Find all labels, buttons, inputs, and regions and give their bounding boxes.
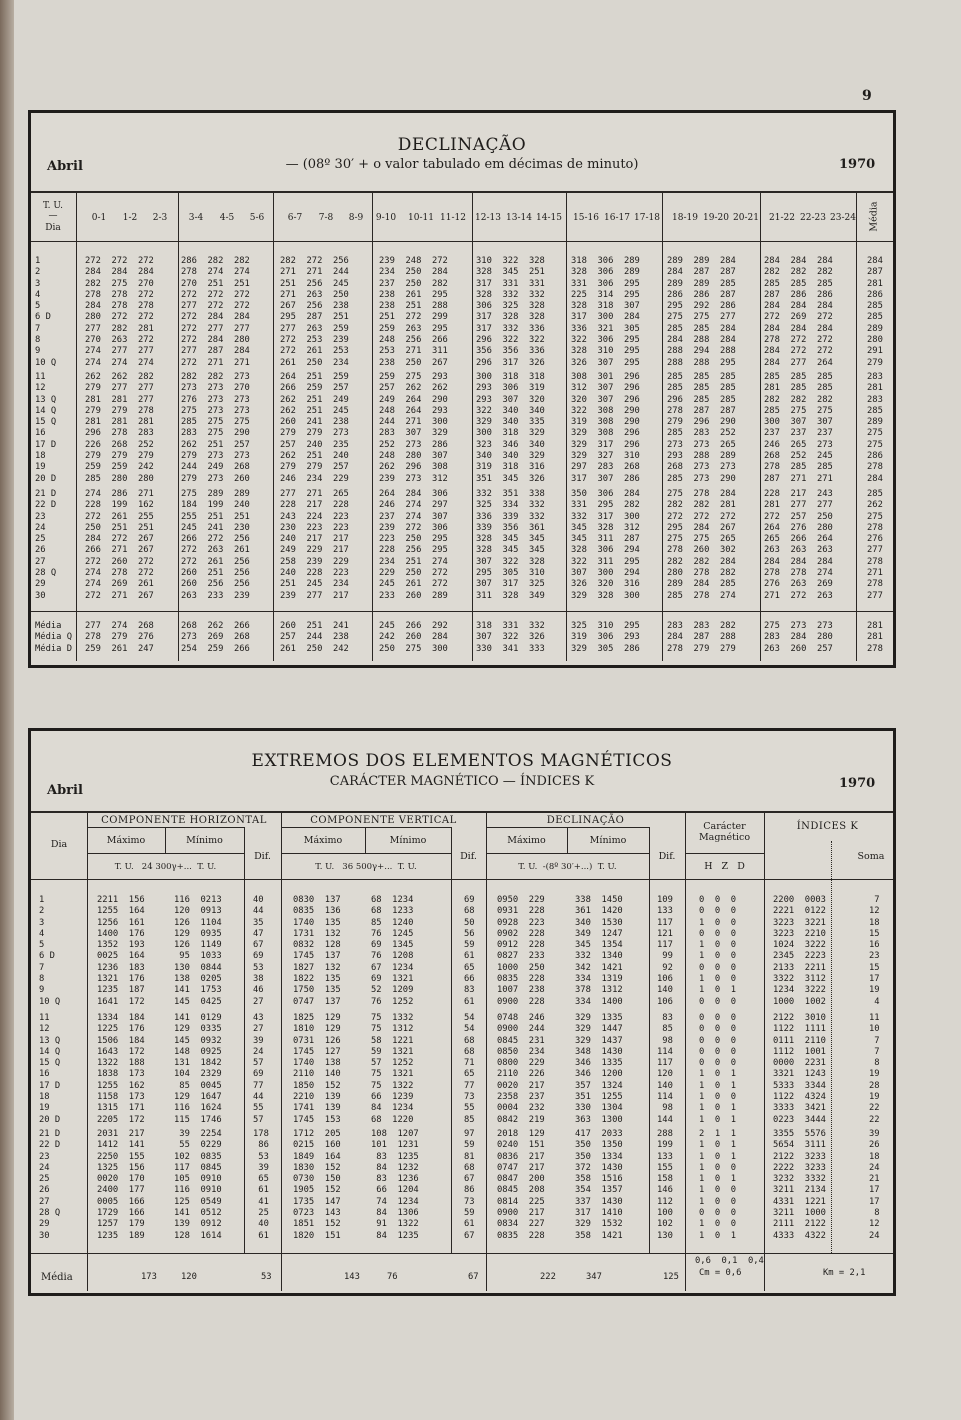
media-v-min: 76 xyxy=(387,1272,398,1282)
extremos-cell-block: 97 59 81 68 67 86 73 59 61 67 xyxy=(464,1129,475,1241)
declinacao-summary-block: 275 273 273 283 284 280 263 260 257 xyxy=(764,621,833,654)
hour-header: 2-3 xyxy=(152,213,168,223)
day-labels-group-3: 21 D 22 D 23 24 25 26 27 28 Q 29 30 xyxy=(35,489,57,601)
declinacao-cell-block: 318 306 289 328 306 289 331 306 295 225 314 295 328 318 307 317 300 284 336 321 305 322 306 295 328 310 295 326 307 295 xyxy=(571,256,640,368)
hour-header: 11-12 xyxy=(440,213,466,223)
header-rule-bottom xyxy=(31,241,893,242)
h-dia: Dia xyxy=(50,839,68,850)
hour-header: 4-5 xyxy=(219,213,235,223)
summary-labels: Média Média Q Média D xyxy=(35,621,73,654)
extremos-cell-block: 2031 217 1412 141 2250 155 1325 156 0020 170 2400 177 0005 166 1729 166 1257 179 1235 189 xyxy=(97,1129,145,1241)
h-h-min: Mínimo xyxy=(186,835,223,846)
declinacao-year: 1970 xyxy=(839,157,876,172)
header-dash: — xyxy=(48,211,58,221)
col-divider xyxy=(244,827,245,1253)
sub-rule xyxy=(486,853,649,854)
extremos-cell-block: 1334 184 1225 176 1506 184 1643 172 1322 188 1838 173 1255 162 1158 173 1315 171 2205 172 xyxy=(97,1013,145,1125)
declinacao-cell-block: 277 271 265 228 217 228 243 224 223 230 223 223 240 217 217 249 229 217 258 239 229 240 228 223 251 245 234 239 277 217 xyxy=(280,489,349,601)
declinacao-cell-block: 332 351 338 325 334 332 336 339 332 339 356 361 328 345 345 328 345 345 307 322 328 295 305 310 307 317 325 311 328 349 xyxy=(476,489,545,601)
day-labels-group-2: 11 12 13 Q 14 Q 15 Q 16 17 D 18 19 20 D xyxy=(35,372,57,484)
declinacao-cell-block: 264 284 306 246 274 297 237 274 307 239 272 306 223 250 295 228 256 295 234 251 274 229 250 272 245 261 272 233 260 289 xyxy=(379,489,448,601)
declinacao-cell-block: 262 262 282 279 277 277 281 281 277 279 279 278 281 281 281 296 278 283 226 268 252 279 279 279 259 259 242 285 280 280 xyxy=(85,372,154,484)
hour-header: 1-2 xyxy=(122,213,138,223)
header-rule-top xyxy=(31,191,893,193)
declinacao-cell-block: 308 301 296 312 307 296 320 307 296 322 308 290 319 308 290 329 308 296 329 317 296 329 327 310 297 283 268 317 307 286 xyxy=(571,372,640,484)
col-divider xyxy=(685,811,686,1291)
extremos-cell-block: 3355 5576 5654 3111 2122 3233 2222 3233 3232 3332 3211 2134 4331 1221 3211 1000 2111 2122 4333 4322 xyxy=(773,1129,826,1241)
declinacao-summary-block: 277 274 268 278 279 276 259 261 247 xyxy=(85,621,154,654)
declinacao-cell-block: 310 322 328 328 345 251 317 331 331 328 332 332 306 325 328 317 328 328 317 332 336 296 322 322 356 356 336 296 317 326 xyxy=(476,256,545,368)
media-h-min: 120 xyxy=(181,1272,197,1282)
media-d-max: 222 xyxy=(540,1272,556,1282)
extremos-cell-block: 141 0129 129 0335 145 0932 148 0925 131 1842 104 2329 85 0045 129 1647 116 1624 115 1746 xyxy=(174,1013,222,1125)
extremos-cell-block: 109 133 117 121 117 99 92 106 140 106 xyxy=(657,895,673,1007)
media-km: Km = 2,1 xyxy=(823,1268,866,1278)
media-v-max: 143 xyxy=(344,1272,360,1282)
declinacao-cell-block: 285 285 285 285 285 285 296 285 285 278 287 287 279 296 290 285 283 252 273 273 265 293 288 289 268 273 273 285 273 290 xyxy=(667,372,736,484)
extremos-cell-block: 0950 229 0931 228 0928 223 0902 228 0912 228 0827 233 1000 250 0835 228 1007 238 0900 228 xyxy=(497,895,545,1007)
h-carac: Carácter Magnético xyxy=(698,821,751,843)
h-soma: Soma xyxy=(857,851,885,862)
extremos-cell-block: 68 1234 68 1233 85 1240 76 1245 69 1345 76 1208 67 1234 69 1321 52 1209 76 1252 xyxy=(371,895,414,1007)
extremos-cell-block: 116 0213 120 0913 126 1104 129 0935 126 1149 95 1033 130 0844 138 0205 141 1753 145 0425 xyxy=(174,895,222,1007)
media-h-dif: 53 xyxy=(261,1272,272,1282)
header-dia: Dia xyxy=(45,223,61,233)
extremos-cell-block: 178 86 53 39 65 61 41 25 40 61 xyxy=(253,1129,269,1241)
h-d-dif: Dif. xyxy=(658,851,676,862)
extremos-cell-block: 1712 205 0215 160 1849 164 1830 152 0730 150 1905 152 1735 147 0723 143 1851 152 1820 151 xyxy=(293,1129,341,1241)
extremos-cell-block: 0 0 0 0 0 0 0 0 0 0 0 0 0 0 0 1 0 1 1 0 1 1 0 0 1 0 1 1 0 1 xyxy=(699,1013,737,1125)
media-v-dif: 67 xyxy=(468,1272,479,1282)
extremos-cell-block: 108 1207 101 1231 83 1235 84 1232 83 1236 66 1204 74 1234 84 1306 91 1322 84 1235 xyxy=(371,1129,419,1241)
h-v-dif: Dif. xyxy=(460,851,477,862)
declinacao-summary-block: 245 266 292 242 260 284 250 275 300 xyxy=(379,621,448,654)
day-labels-group-1: 1 2 3 4 5 6 D 7 8 9 10 Q xyxy=(35,256,57,368)
hour-header: 3-4 xyxy=(188,213,204,223)
declinacao-cell-block: 350 306 284 331 295 282 332 317 300 345 328 312 345 311 287 328 306 294 322 311 295 307 300 294 326 320 316 329 328 300 xyxy=(571,489,640,601)
hour-header: 18-19 xyxy=(672,213,698,223)
col-divider xyxy=(649,827,650,1253)
col-divider xyxy=(831,841,832,1253)
col-divider xyxy=(372,191,373,661)
hour-header: 14-15 xyxy=(536,213,562,223)
header-media-text: Média xyxy=(868,201,880,232)
media-d-min: 347 xyxy=(586,1272,602,1282)
hour-header: 16-17 xyxy=(604,213,630,223)
declinacao-subtitle: — (08º 30′ + o valor tabulado em décimas de minuto) xyxy=(285,157,639,172)
hour-header: 15-16 xyxy=(573,213,599,223)
col-divider xyxy=(281,811,282,1291)
declinacao-summary-block: 260 251 241 257 244 238 261 250 242 xyxy=(280,621,349,654)
col-divider xyxy=(472,191,473,661)
extremos-cell-block: 54 54 68 68 71 65 77 73 55 85 xyxy=(464,1013,475,1125)
hour-header: 17-18 xyxy=(634,213,660,223)
media-label: Média xyxy=(41,1272,73,1283)
sub-rule xyxy=(281,827,451,828)
hour-header: 9-10 xyxy=(375,213,397,223)
extremos-year: 1970 xyxy=(839,776,876,791)
day-labels-group-1: 1 2 3 4 5 6 D 7 8 9 10 Q xyxy=(39,895,61,1007)
declinacao-cell-block: 285 262 275 278 276 277 278 271 278 277 xyxy=(867,489,883,601)
extremos-cell-block: 83 85 98 114 117 120 140 114 98 144 xyxy=(657,1013,673,1125)
declinacao-cell-block: 283 281 283 285 289 275 275 286 278 284 xyxy=(867,372,883,484)
extremos-cell-block: 288 199 133 155 158 146 112 100 102 130 xyxy=(657,1129,673,1241)
declinacao-cell-block: 272 272 272 284 284 284 282 275 270 278 278 272 284 278 278 280 272 272 277 282 281 270 263 272 274 277 277 274 274 274 xyxy=(85,256,154,368)
extremos-title: EXTREMOS DOS ELEMENTOS MAGNÉTICOS xyxy=(251,751,673,771)
declinacao-title: DECLINAÇÃO xyxy=(397,135,527,155)
extremos-cell-block: 417 2033 350 1350 350 1334 372 1430 358 1516 354 1357 337 1430 317 1410 329 1532 358 1421 xyxy=(575,1129,623,1241)
extremos-cell-block: 43 27 39 24 57 69 77 44 55 57 xyxy=(253,1013,264,1125)
extremos-cell-block: 2122 3010 1122 1111 0111 2110 1112 1001 0000 2231 3321 1243 5333 3344 1122 4324 3333 3421 0223 3444 xyxy=(773,1013,826,1125)
col-divider xyxy=(76,191,77,661)
h-h-dif: Dif. xyxy=(254,851,271,862)
declinacao-cell-block: 275 289 289 184 199 240 255 251 251 245 241 230 266 272 256 272 263 261 272 261 256 260 251 256 260 256 256 263 233 239 xyxy=(181,489,250,601)
col-divider xyxy=(87,811,88,1291)
hour-header: 6-7 xyxy=(287,213,303,223)
hour-header: 20-21 xyxy=(733,213,759,223)
declinacao-cell-block: 285 285 285 281 285 285 282 282 282 285 275 275 300 307 307 237 237 237 246 265 273 268 252 245 278 285 285 287 271 271 xyxy=(764,372,833,484)
header-media xyxy=(857,195,891,239)
declinacao-cell-block: 286 282 282 278 274 274 270 251 251 272 272 272 277 272 272 272 284 284 272 277 277 272 284 280 277 287 284 272 271 271 xyxy=(181,256,250,368)
extremos-table xyxy=(28,728,896,1296)
hour-header: 8-9 xyxy=(348,213,364,223)
extremos-cell-block: 7 12 18 15 16 23 15 17 19 4 xyxy=(869,895,880,1007)
sub-rule xyxy=(281,853,451,854)
declinacao-cell-block: 284 284 284 282 282 282 285 285 285 287 286 286 284 284 284 272 269 272 284 284 284 278 272 272 284 272 272 284 277 264 xyxy=(764,256,833,368)
extremos-subtitle: CARÁCTER MAGNÉTICO — ÍNDICES K xyxy=(329,774,595,789)
sub-rule xyxy=(685,853,764,854)
extremos-cell-block: 0 0 0 0 0 0 1 0 0 0 0 0 1 0 0 1 0 0 0 0 0 1 0 0 1 0 1 0 0 0 xyxy=(699,895,737,1007)
extremos-cell-block: 69 68 50 56 59 61 65 66 83 61 xyxy=(464,895,475,1007)
hour-header: 13-14 xyxy=(506,213,532,223)
hour-header: 23-24 xyxy=(830,213,856,223)
extremos-month: Abril xyxy=(47,783,83,798)
hour-header: 22-23 xyxy=(800,213,826,223)
h-indices: ÍNDICES K xyxy=(796,821,859,832)
declinacao-cell-block: 274 286 271 228 199 162 272 261 255 250 251 251 284 272 267 266 271 267 272 260 272 274 278 272 274 269 261 272 271 267 xyxy=(85,489,154,601)
h-tu-v: T. U. 36 500γ+... T. U. xyxy=(315,862,417,872)
declinacao-summary-block: 268 262 266 273 269 268 254 259 266 xyxy=(181,621,250,654)
h-comp-v: COMPONENTE VERTICAL xyxy=(310,815,457,826)
col-divider xyxy=(760,191,761,661)
h-hzd: H Z D xyxy=(704,861,745,872)
declinacao-cell-block: 259 275 293 257 262 262 249 264 290 248 264 293 244 271 300 283 307 329 252 273 286 248 280 307 262 296 308 239 273 312 xyxy=(379,372,448,484)
col-divider xyxy=(273,191,274,661)
sub-rule xyxy=(87,853,244,854)
declinacao-cell-block: 239 248 272 234 250 284 237 250 282 238 261 295 238 251 288 251 272 299 259 263 295 248 256 266 253 271 311 238 250 267 xyxy=(379,256,448,368)
h-tu-h: T. U. 24 300γ+... T. U. xyxy=(114,862,217,872)
header-tu: T. U. xyxy=(42,201,64,211)
media-h-max: 173 xyxy=(141,1272,157,1282)
hour-header: 0-1 xyxy=(91,213,107,223)
h-d-max: Máximo xyxy=(507,835,546,846)
h-comp-h: COMPONENTE HORIZONTAL xyxy=(101,815,267,826)
extremos-cell-block: 11 10 7 7 8 19 28 19 22 22 xyxy=(869,1013,880,1125)
col-divider xyxy=(486,811,487,1291)
declinacao-summary-block: 318 331 332 307 322 326 330 341 333 xyxy=(476,621,545,654)
declinacao-cell-block: 282 282 273 273 273 270 276 273 273 275 273 273 285 275 275 283 275 290 262 251 257 279 273 273 244 249 268 279 273 260 xyxy=(181,372,250,484)
extremos-cell-block: 2200 0003 2221 0122 3223 3221 3223 2210 1024 3222 2345 2223 2133 2211 3322 3112 1234 3222 1000 1002 xyxy=(773,895,826,1007)
declinacao-cell-block: 282 272 256 271 271 244 251 256 245 271 263 250 267 256 238 295 287 251 277 263 259 272 253 239 272 261 253 261 250 234 xyxy=(280,256,349,368)
col-divider xyxy=(451,827,452,1253)
h-h-max: Máximo xyxy=(106,835,146,846)
extremos-cell-block: 39 26 18 24 21 17 17 8 12 24 xyxy=(869,1129,880,1241)
summary-rule xyxy=(31,611,893,612)
day-labels-group-3: 21 D 22 D 23 24 25 26 27 28 Q 29 30 xyxy=(39,1129,61,1241)
extremos-cell-block: 2018 129 0240 151 0836 217 0747 217 0847 200 0845 208 0814 225 0900 217 0834 227 0835 228 xyxy=(497,1129,545,1241)
col-divider xyxy=(566,191,567,661)
h-d-min: Mínimo xyxy=(589,835,627,846)
extremos-cell-block: 2 1 1 1 0 1 1 0 1 1 0 0 1 0 1 1 0 0 1 0 0 0 0 0 1 0 0 1 0 1 xyxy=(699,1129,737,1241)
hour-header: 19-20 xyxy=(703,213,729,223)
h-v-max: Máximo xyxy=(303,835,343,846)
hour-header: 21-22 xyxy=(769,213,795,223)
declinacao-month: Abril xyxy=(47,159,83,174)
extremos-cell-block: 39 2254 55 0229 102 0835 117 0845 105 0910 116 0910 125 0549 141 0512 139 0912 128 1614 xyxy=(174,1129,222,1241)
declinacao-summary-block: 281 281 278 xyxy=(867,621,883,654)
col-divider xyxy=(856,191,857,661)
extremos-cell-block: 0830 137 0835 136 1740 135 1731 132 0832 128 1745 137 1827 132 1822 135 1750 135 0747 137 xyxy=(293,895,341,1007)
declinacao-cell-block: 284 287 281 286 285 285 289 280 291 279 xyxy=(867,256,883,368)
media-cm: Cm = 0,6 xyxy=(699,1268,742,1278)
extremos-cell-block: 338 1450 361 1420 340 1530 349 1247 345 1354 332 1340 342 1421 334 1319 378 1312 334 1400 xyxy=(575,895,623,1007)
declinacao-summary-block: 325 310 295 319 306 293 329 305 286 xyxy=(571,621,640,654)
declinacao-cell-block: 300 318 318 293 306 319 293 307 320 322 340 340 329 340 335 300 318 329 323 346 340 340 340 329 319 318 316 351 345 326 xyxy=(476,372,545,484)
hour-header: 5-6 xyxy=(249,213,265,223)
day-labels-group-2: 11 12 13 Q 14 Q 15 Q 16 17 D 18 19 20 D xyxy=(39,1013,61,1125)
media-cm-values: 0,6 0,1 0,4 xyxy=(695,1256,764,1266)
h-v-min: Mínimo xyxy=(389,835,427,846)
declinacao-table xyxy=(28,110,896,668)
h-tu-d: T. U. -(8º 30′+...) T. U. xyxy=(518,862,617,872)
extremos-cell-block: 329 1335 329 1447 329 1437 348 1430 346 1335 346 1200 357 1324 351 1255 330 1304 363 1300 xyxy=(575,1013,623,1125)
col-divider xyxy=(178,191,179,661)
hour-header: 10-11 xyxy=(408,213,434,223)
extremos-cell-block: 40 44 35 47 67 69 53 38 46 27 xyxy=(253,895,264,1007)
declinacao-summary-block: 283 283 282 284 287 288 278 279 279 xyxy=(667,621,736,654)
declinacao-cell-block: 275 278 284 282 282 281 272 272 272 295 284 267 275 275 265 278 260 302 282 282 284 280 278 282 289 284 285 285 278 274 xyxy=(667,489,736,601)
h-decl: DECLINAÇÃO xyxy=(546,815,625,826)
extremos-cell-block: 1825 129 1810 129 0731 126 1745 127 1740 138 2110 140 1850 152 2210 139 1741 139 1745 153 xyxy=(293,1013,341,1125)
extremos-cell-block: 2211 156 1255 164 1256 161 1400 176 1352 193 0025 164 1236 183 1321 176 1235 187 1641 172 xyxy=(97,895,145,1007)
media-d-dif: 125 xyxy=(663,1272,679,1282)
page-number: 9 xyxy=(862,88,872,104)
declinacao-cell-block: 289 289 284 284 287 287 289 289 285 286 286 287 295 292 286 275 275 277 285 285 284 284 288 284 288 294 288 288 288 295 xyxy=(667,256,736,368)
page-spine xyxy=(0,0,14,1420)
extremos-cell-block: 0748 246 0900 244 0845 231 0850 234 0800 229 2110 226 0020 217 2358 237 0004 232 0842 219 xyxy=(497,1013,545,1125)
extremos-cell-block: 75 1332 75 1312 58 1221 59 1321 57 1252 75 1321 75 1322 66 1239 84 1234 68 1220 xyxy=(371,1013,414,1125)
hour-header: 7-8 xyxy=(318,213,334,223)
declinacao-cell-block: 228 217 243 281 277 277 272 257 250 264 276 280 265 266 264 263 263 263 284 284 284 278 278 274 276 263 269 271 272 263 xyxy=(764,489,833,601)
col-divider xyxy=(764,811,765,1291)
col-divider xyxy=(662,191,663,661)
hour-header: 12-13 xyxy=(475,213,501,223)
declinacao-cell-block: 264 251 259 266 259 257 262 251 249 262 251 245 260 241 238 279 279 273 257 240 235 262 251 240 279 279 257 246 234 229 xyxy=(280,372,349,484)
